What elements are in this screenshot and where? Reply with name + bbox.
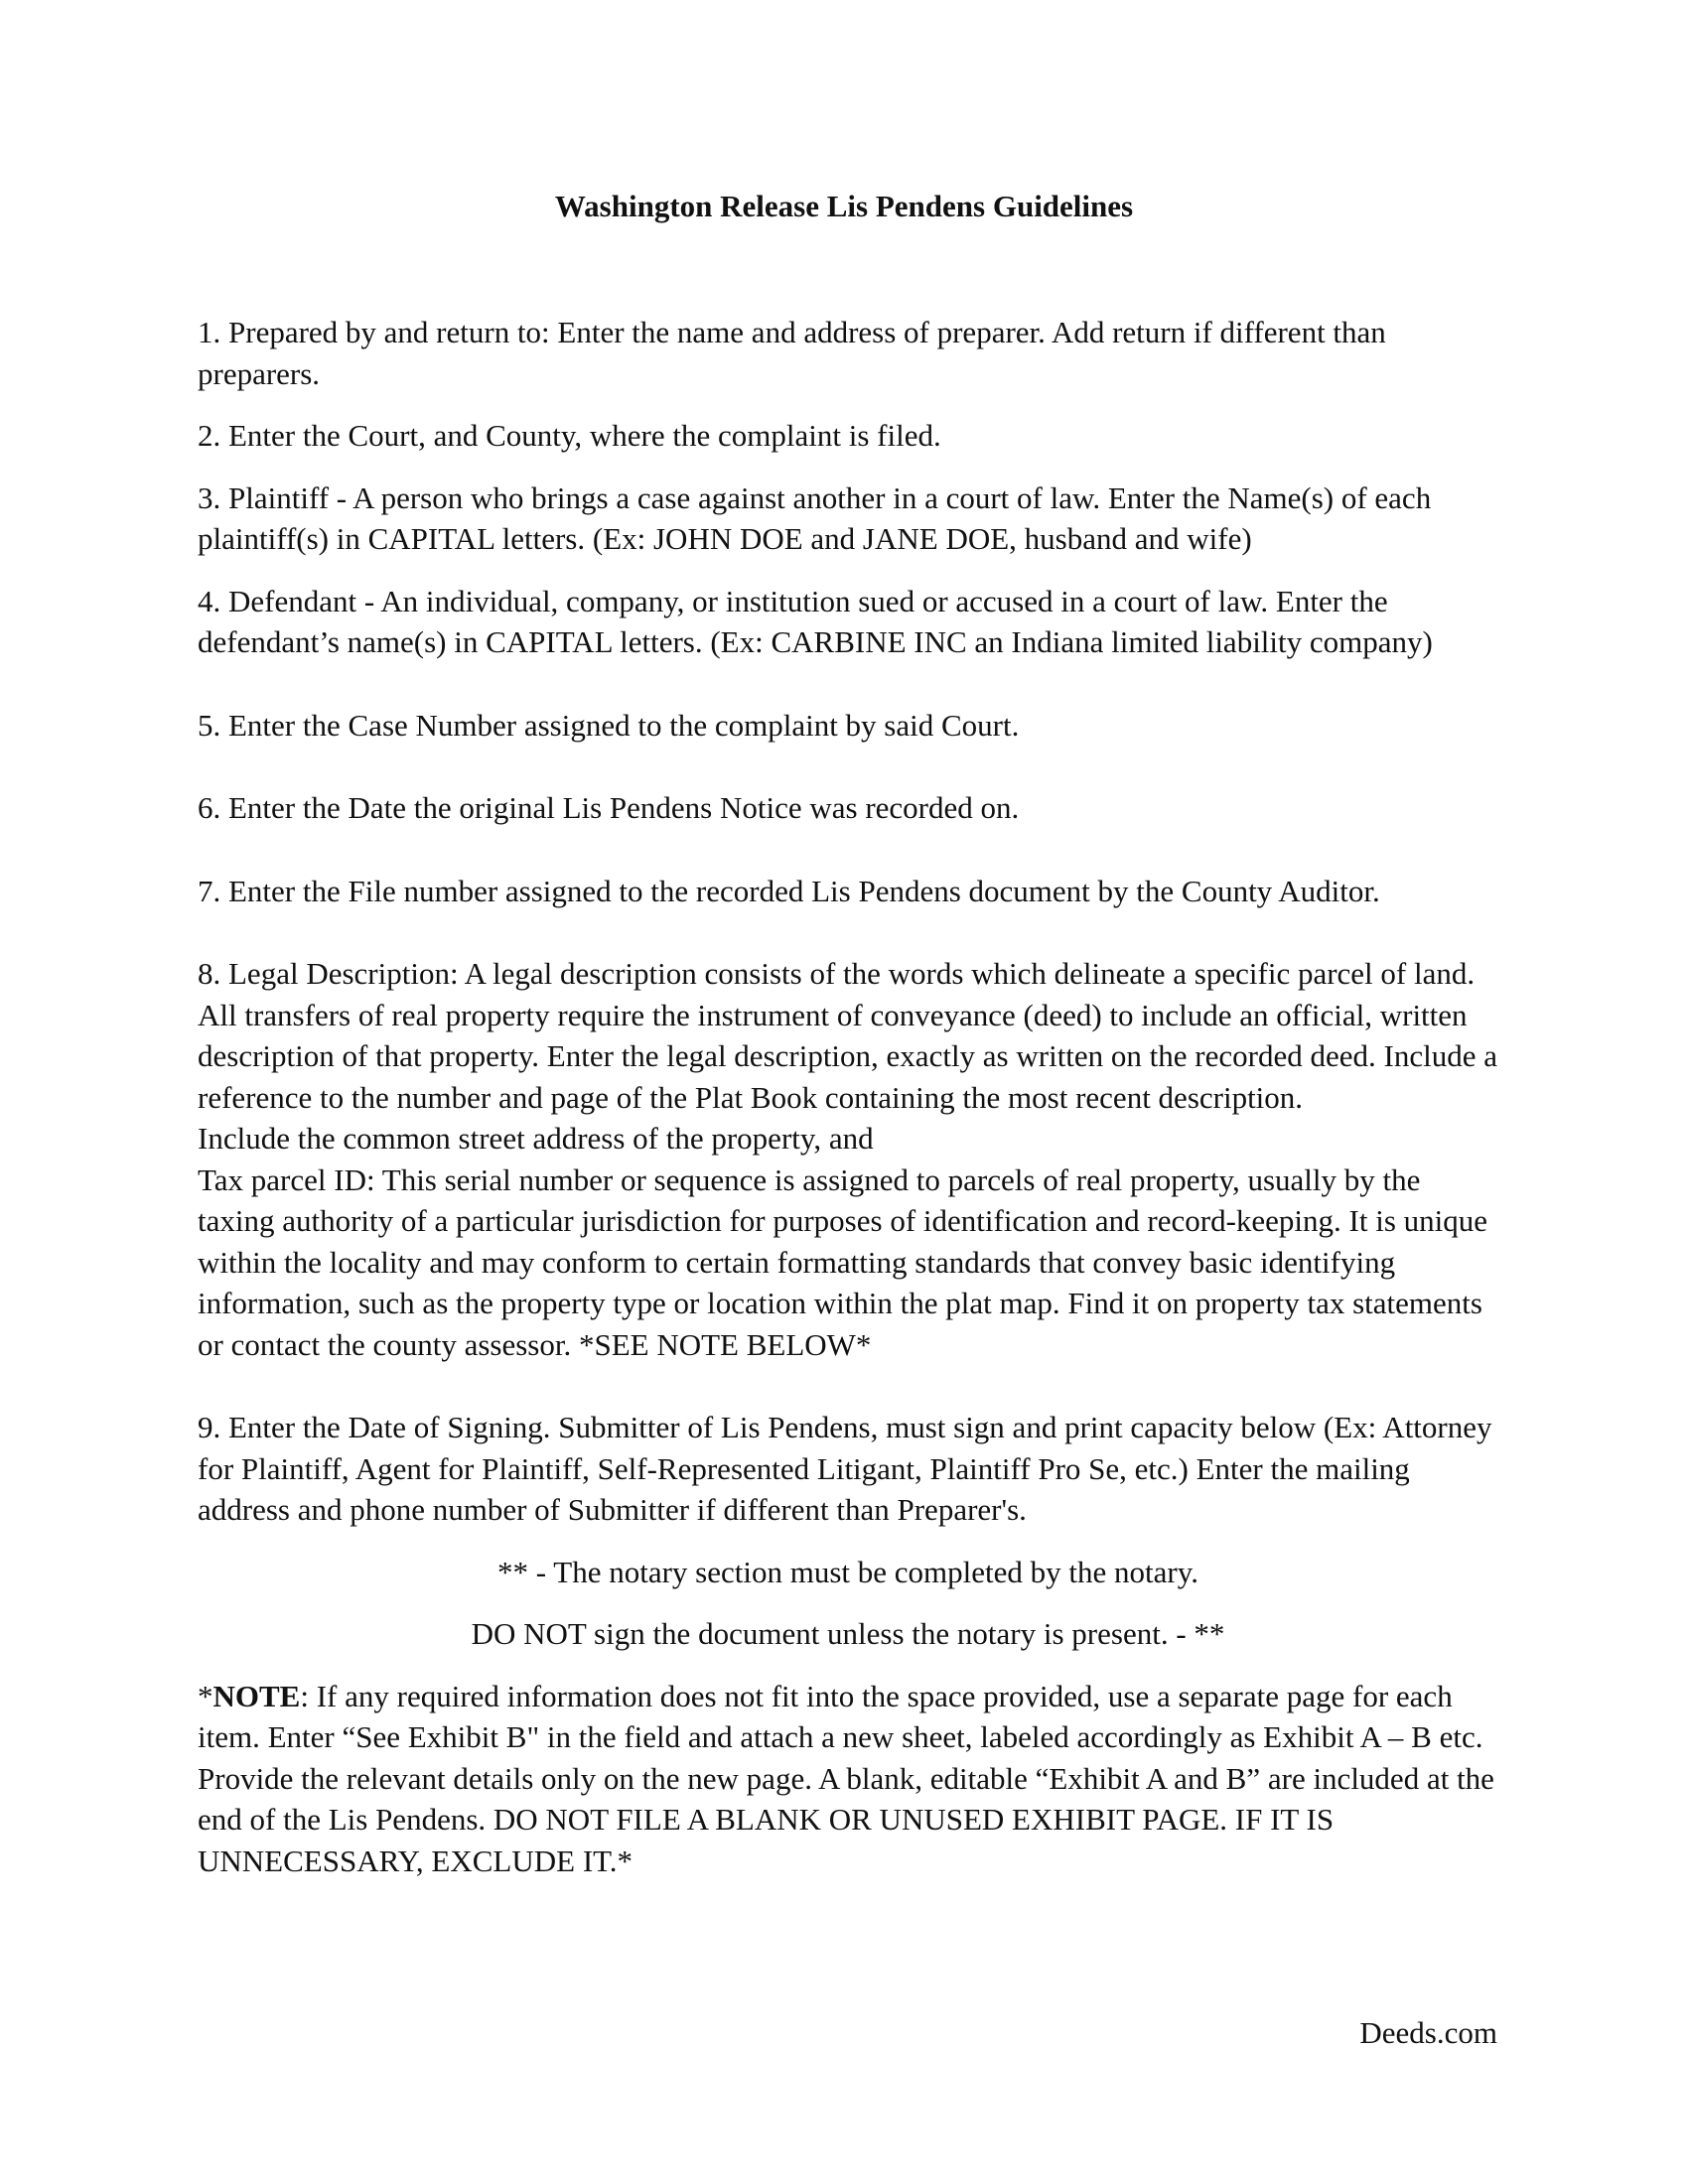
note-paragraph — [198, 1676, 1498, 1882]
guideline-item-3: 3. Plaintiff - A person who brings a case against another in a court of law. Enter the Name(s) of each plaintiff(s) in CAPITAL letters. (Ex: JOHN DOE and JANE DOE, husband and wife) — [198, 479, 1432, 556]
notary-line-1: ** - The notary section must be completed by the notary. — [497, 1554, 1198, 1589]
note-text: : If any required information does not fit into the space provided, use a separate page for each item. Enter “See Exhibit B" in the field and attach a new sheet, labeled accordingly as Exhibit A – B etc. Provide the relevant details only on the new page. A blank, editable “Exhibit A and B” are included at the end of the Lis Pendens. DO NOT FILE A BLANK OR UNUSED EXHIBIT PAGE. IF IT IS UNNECESSARY, EXCLUDE IT.* — [198, 1678, 1494, 1878]
footer-brand: Deeds.com — [1359, 2015, 1497, 2050]
note-label: NOTE — [212, 1678, 301, 1713]
guideline-item-8-tax-parcel: Tax parcel ID: This serial number or sequence is assigned to parcels of real property, usually by the taxing authority of a particular jurisdiction for purposes of identification and record-keeping. It is unique within the locality and may conform to certain formatting standards that convey basic identifying information, such as the property type or location within the plat map. Find it on property tax statements or contact the county assessor. *SEE NOTE BELOW* — [198, 1161, 1488, 1362]
guideline-item-6: 6. Enter the Date the original Lis Pendens Notice was recorded on. — [198, 790, 1020, 825]
document-title: Washington Release Lis Pendens Guidelines — [554, 189, 1134, 223]
note-prefix: * — [198, 1678, 213, 1713]
guideline-item-7: 7. Enter the File number assigned to the recorded Lis Pendens document by the County Auditor. — [198, 873, 1380, 908]
guideline-item-1: 1. Prepared by and return to: Enter the name and address of preparer. Add return if different than preparers. — [198, 315, 1386, 391]
guideline-item-8: 8. Legal Description: A legal description consists of the words which delineate a specific parcel of land. All transfers of real property require the instrument of conveyance (deed) to include an official, written description of that property. Enter the legal description, exactly as written on the recorded deed. Include a reference to the number and page of the Plat Book containing the most recent description. — [198, 956, 1497, 1115]
guideline-item-8-address: Include the common street address of the property, and — [198, 1121, 874, 1156]
guideline-item-2: 2. Enter the Court, and County, where the complaint is filed. — [198, 418, 941, 453]
guidelines-body — [198, 312, 1498, 1881]
guideline-item-9: 9. Enter the Date of Signing. Submitter of Lis Pendens, must sign and print capacity below (Ex: Attorney for Plaintiff, Agent for Plaintiff, Self-Represented Litigant, Plaintiff Pro Se, etc.) Enter the mailing address and phone number of Submitter if different than Preparer's. — [198, 1410, 1492, 1527]
guideline-item-5: 5. Enter the Case Number assigned to the complaint by said Court. — [198, 707, 1020, 743]
notary-line-2: DO NOT sign the document unless the notary is present. - ** — [471, 1616, 1225, 1651]
guideline-item-4: 4. Defendant - An individual, company, or institution sued or accused in a court of law. Enter the defendant’s name(s) in CAPITAL letters. (Ex: CARBINE INC an Indiana limited liability company) — [198, 583, 1433, 659]
